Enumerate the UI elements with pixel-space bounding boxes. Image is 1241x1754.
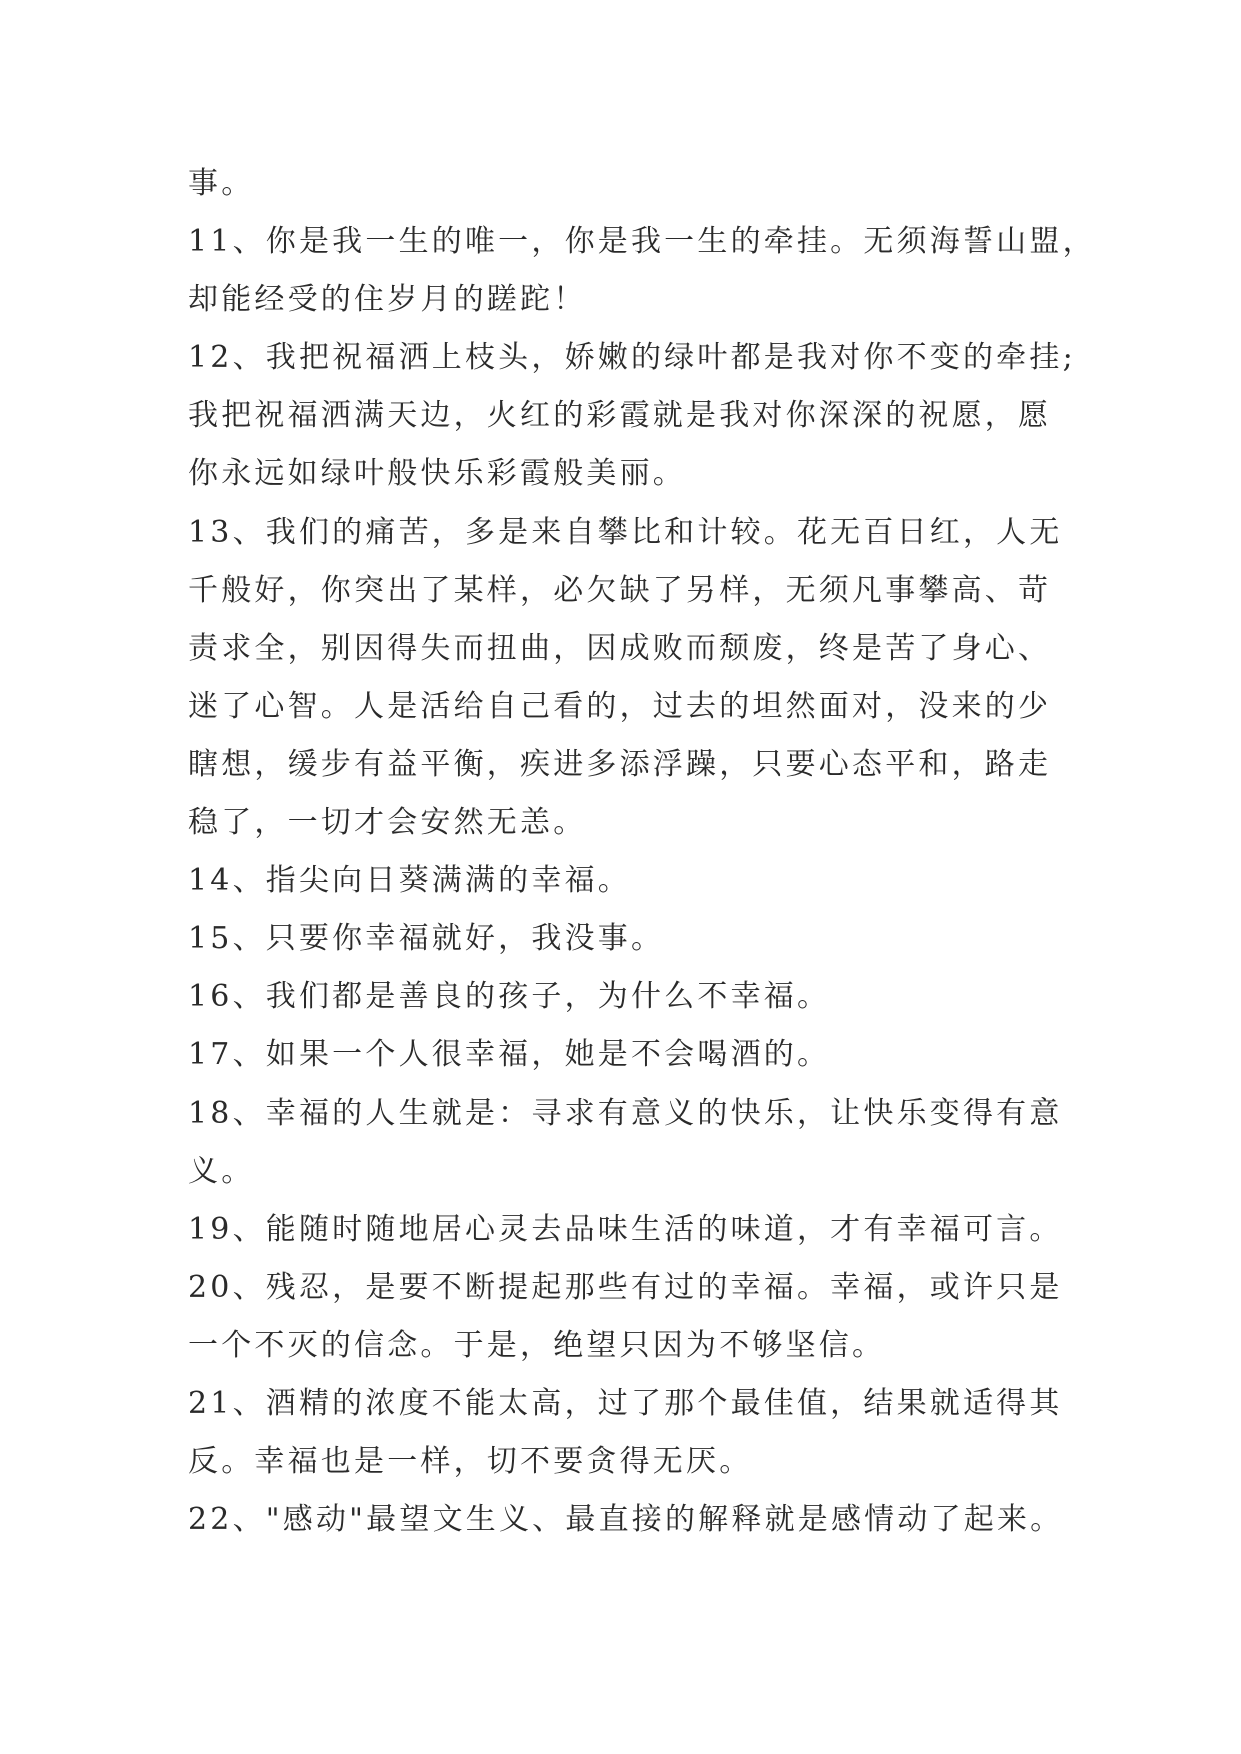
text-line: 我把祝福洒满天边，火红的彩霞就是我对你深深的祝愿，愿 <box>188 398 1052 434</box>
text-line: 事。 <box>188 166 255 201</box>
text-line: 13、我们的痛苦，多是来自攀比和计较。花无百日红，人无 <box>188 514 1063 550</box>
text-line: 16、我们都是善良的孩子，为什么不幸福。 <box>188 979 831 1015</box>
text-line: 11、你是我一生的唯一，你是我一生的牵挂。无须海誓山盟， <box>188 224 1096 260</box>
text-line: 20、残忍，是要不断提起那些有过的幸福。幸福，或许只是 <box>188 1269 1063 1305</box>
text-line: 瞎想，缓步有益平衡，疾进多添浮躁，只要心态平和，路走 <box>188 746 1052 782</box>
text-line: 迷了心智。人是活给自己看的，过去的坦然面对，没来的少 <box>188 688 1052 724</box>
text-line: 你永远如绿叶般快乐彩霞般美丽。 <box>188 456 686 492</box>
document-body <box>188 155 1096 1549</box>
text-line: 责求全，别因得失而扭曲，因成败而颓废，终是苦了身心、 <box>188 630 1052 666</box>
text-line: 反。幸福也是一样，切不要贪得无厌。 <box>188 1444 753 1480</box>
text-line: 15、只要你幸福就好，我没事。 <box>188 921 665 957</box>
text-line: 17、如果一个人很幸福，她是不会喝酒的。 <box>188 1037 831 1073</box>
text-line: 19、能随时随地居心灵去品味生活的味道，才有幸福可言。 <box>188 1211 1063 1247</box>
text-line: 千般好，你突出了某样，必欠缺了另样，无须凡事攀高、苛 <box>188 572 1052 608</box>
text-line: 一个不灭的信念。于是，绝望只因为不够坚信。 <box>188 1327 886 1363</box>
text-line: 18、幸福的人生就是：寻求有意义的快乐，让快乐变得有意 <box>188 1095 1063 1131</box>
text-line: 22、"感动"最望文生义、最直接的解释就是感情动了起来。 <box>188 1502 1064 1538</box>
text-line: 21、酒精的浓度不能太高，过了那个最佳值，结果就适得其 <box>188 1385 1063 1421</box>
text-line: 义。 <box>188 1153 255 1189</box>
text-line: 却能经受的住岁月的蹉跎！ <box>188 282 587 318</box>
text-line: 14、指尖向日葵满满的幸福。 <box>188 863 631 899</box>
text-line: 稳了，一切才会安然无恙。 <box>188 805 587 841</box>
text-line: 12、我把祝福洒上枝头，娇嫩的绿叶都是我对你不变的牵挂; <box>188 340 1076 376</box>
